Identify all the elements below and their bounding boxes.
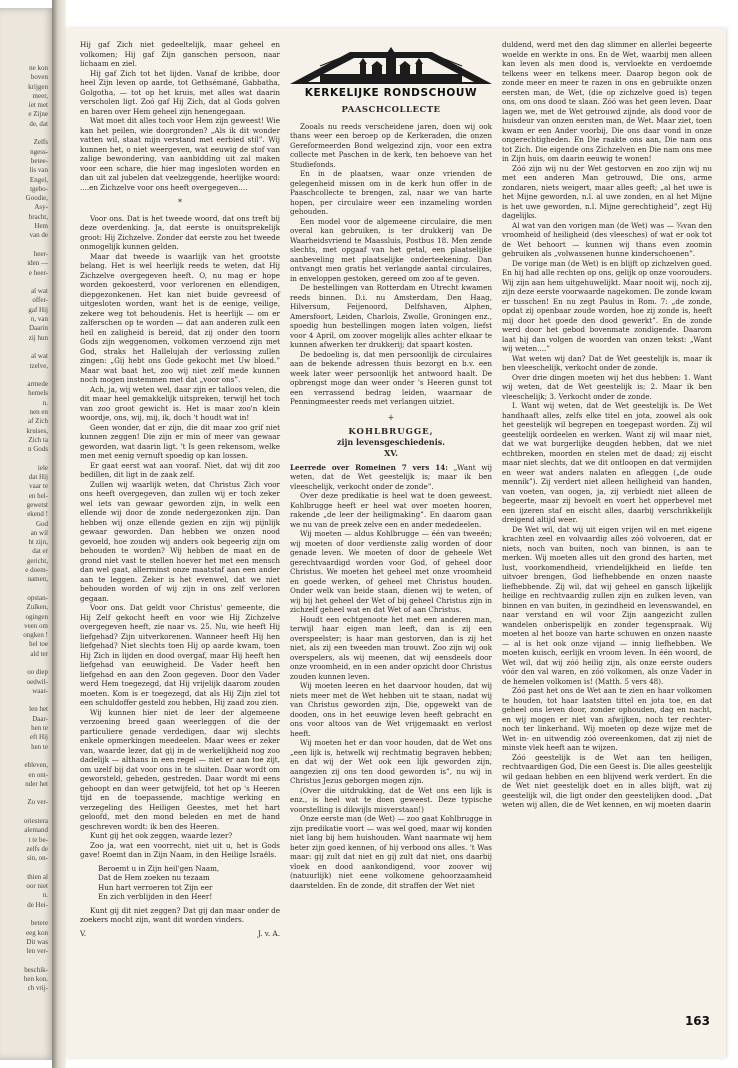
previous-page-line: de Hei- bbox=[27, 900, 48, 909]
previous-page-line: e heer- bbox=[28, 268, 48, 277]
paragraph: Wij moeten — aldus Kohlbrugge — één van tweeën; wij moeten of door verdienste zalig worden of door genade leven. We moeten of door de geheele Wet gerechtvaardigd worden voor God, of geheel door Christus. We moeten het geheel met onze vroomheid en goede werken, of geheel met Christus houden. Onder welk van beide staan, dienen wij te weten, of wij bij het geheel der Wet of bij geheel Christus zijn in zichzelf geheel wat en dat Wet of aan Christus. bbox=[290, 529, 492, 614]
previous-page-line bbox=[4, 957, 48, 966]
previous-page-line: ch vrij- bbox=[27, 984, 48, 993]
previous-page-line: armede bbox=[27, 380, 48, 389]
previous-page-line: eeg kon bbox=[26, 928, 48, 937]
paragraph: Wij moeten het er dan voor houden, dat de Wet ons „een lijk is, hetwelk wij rechtmatig begraven hebben; en dat wij der Wet ook een lijk geworden zijn, aangezien zij ons ten dood geworden is”, nu wij in Christus Jezus geborgen mogen zijn. bbox=[290, 738, 492, 785]
previous-page-line: boven bbox=[30, 73, 48, 82]
section-banner-title: KERKELIJKE RONDSCHOUW bbox=[304, 86, 478, 99]
previous-page-line: ne kon bbox=[29, 64, 48, 72]
previous-page-line: al wat bbox=[31, 352, 48, 361]
previous-page-line: hel toe bbox=[29, 640, 48, 649]
previous-page-line bbox=[4, 910, 48, 919]
previous-page-line: iden — bbox=[27, 259, 48, 268]
section-banner bbox=[290, 44, 492, 100]
previous-page-line: Zich ta bbox=[28, 435, 48, 444]
previous-page-line: offer- bbox=[32, 296, 48, 305]
previous-page-line: Zo ver- bbox=[27, 798, 48, 807]
previous-page-line bbox=[4, 864, 48, 873]
previous-page-strip bbox=[0, 8, 56, 1060]
previous-page-line: iele bbox=[37, 463, 48, 472]
church-banner-graphic bbox=[290, 44, 492, 88]
previous-page-line: hen kon. bbox=[23, 975, 48, 984]
column-middle bbox=[290, 44, 492, 890]
previous-page-line: nder het bbox=[25, 779, 48, 788]
previous-page-line: an wil bbox=[30, 528, 48, 537]
previous-page-line: Zelfs bbox=[33, 138, 48, 147]
previous-page-line: Hem bbox=[34, 222, 48, 231]
previous-page-line: ald ter bbox=[30, 649, 48, 658]
previous-page-line: e doem- bbox=[25, 566, 48, 575]
previous-page-line: alemand bbox=[24, 826, 48, 835]
previous-page-line: opstan- bbox=[27, 593, 48, 602]
previous-page-line: ekend ! bbox=[27, 510, 48, 519]
paragraph: Ach, ja, wij weten wel, daar zijn er talloos velen, die dit maar heel gemakkelijk uitspreken, terwijl het toch van zoo groot gewicht is. Het is maar zoo'n klein woordje, ons, wij, mij, ik, doch 't houdt wat in! bbox=[80, 384, 280, 422]
previous-page-line: zelfs de bbox=[26, 844, 48, 853]
section-title: PAASCHCOLLECTE bbox=[341, 105, 441, 115]
previous-page-line: n. bbox=[42, 398, 48, 407]
paragraph: Voor ons. Dat geldt voor Christus' gemeente, die Hij Zelf gekocht heeft en voor wie Hij Zichzelve overgegeven heeft, zie naar vs. 25. Nu, wie heeft Hij liefgehad? Zijn uitverkorenen. Wanneer heeft Hij hen liefgehad? Niet slechts toen Hij op aarde kwam, toen Hij Zich in lijden en dood overgaf, maar Hij heeft hen liefgehad van eeuwigheid. De Vader heeft hen liefgehad en aan den Zoon gegeven. Door den Vader werd Hem toegezegd, dat Hij vrijelijk daarom zouden moeten. Kom is er toegezegd, dat als Hij Zijn ziel tot een schuldoffer gesteld zou hebben, Hij zaad zou zien. bbox=[80, 603, 280, 707]
lead-text: „Want wij weten, dat de Wet geestelijk is; maar ik ben vleeschelijk, verkocht onder de zonde”. bbox=[290, 462, 492, 491]
previous-page-line: bracht, bbox=[28, 212, 48, 221]
book-spine bbox=[52, 0, 66, 1068]
previous-page-line bbox=[4, 343, 48, 352]
paragraph: De bedoeling is, dat men persoonlijk de circulaires aan de bekende adressen thuis bezorgt en b.v. een week later weer persoonlijk het antwoord haalt. De opbrengst moge dan weer onder 's Heeren gunst tot een verrassend bedrag leiden, waarnaar de Penningmeester reeds met verlangen uitziet. bbox=[290, 349, 492, 406]
previous-page-line: af Zich bbox=[27, 417, 48, 426]
paragraph: Al wat van den vorigen man (de Wet) was — ¾van den vroomheid of heiligheid (des vleesches) of wat er ook tot de Wet behoort — kunnen wij thans even zoomin gebruiken als „volwassenen hunne kinderschoenen”. bbox=[502, 220, 712, 258]
separator-asterisk: * bbox=[178, 198, 182, 207]
column-right bbox=[502, 40, 712, 810]
previous-page-line: e Zijne bbox=[28, 110, 48, 119]
lead-paragraph bbox=[290, 463, 492, 492]
paragraph: Wat weten wij dan? Dat de Wet geestelijk is, maar ik ben vleeschelijk, verkocht onder de zonde. bbox=[502, 353, 712, 372]
paragraph: Onze eerste man (de Wet) — zoo gaat Kohlbrugge in zijn predikatie voort — was wel goed, maar wij konden niet lang bij hem huishouden. Want naarmate wij hem beter zijn goed kennen, of hij verbood ons alles. 't Was maar: gij zult dat niet en gij zult dat niet, ons daarbij vloek en dood aankondigend, voor zoover wij (natuurlijk) niet eene volkomene gehoorzaamheid daarstelden. En de zonde, dit straffen der Wet niet bbox=[290, 814, 492, 890]
paragraph: Zullen wij waarlijk weten, dat Christus Zich voor ons heeft overgegeven, dan zullen wij er toch zeker wel iets van gewaar geworden zijn, in welk een ellende wij door de zonde nedergezonken zijn. Dan hebben wij onze ellende gezien en zijn wij pijnlijk gewaar geworden. Dan hebben we onzen nood gevoeld, hoe zouden wij anders ook begeerig zijn om behouden te worden? Wij hebben de maat en de grond niet vast te stellen hoever het met een mensch dan wel gaat, allerminst onze maatstaf aan een ander aan te leggen. Zeker is het evenwel, dat we niet behouden worden of wij zijn in ons zelf verloren gegaan. bbox=[80, 479, 280, 603]
previous-page-line: en ont- bbox=[28, 770, 48, 779]
previous-page-line: beschik- bbox=[24, 965, 48, 974]
previous-page-line bbox=[4, 752, 48, 761]
previous-page-line: waar- bbox=[32, 686, 48, 695]
paragraph: De vorige man (de Wet) is en blijft op zichzelven goed. En hij had alle rechten op ons, gelijk op onze voorouders. Wij zijn aan hem uitgehuwelijkt. Maar nooit wij, noch zij, zijn deze eerste voorwaarde nagekomen. De zonde kwam er tusschen! En nu zegt Paulus in Rom. 7: „de zonde, opdat zij openbaar zoude worden, hoe zij zonde is, heeft mij door het goede den dood gewerkt”. En de zonde werd door het gebod bovenmate zondigende. Daarom laat hij dan volgen de woorden van onzen tekst: „Want wij weten....” bbox=[502, 258, 712, 353]
previous-page-line: dat er bbox=[32, 547, 48, 556]
paragraph: Er gaat eerst wat aan vooraf. Niet, dat wij dit zoo bedillen, dit ligt in de zaak zelf. bbox=[80, 460, 280, 479]
previous-page-line bbox=[4, 454, 48, 463]
paragraph: Kunt gij het ook zeggen, waarde lezer? bbox=[90, 831, 233, 840]
previous-page-line: vaar te bbox=[29, 482, 48, 491]
previous-page-line: ebleven, bbox=[24, 761, 48, 770]
previous-page-line: namen, bbox=[27, 575, 48, 584]
previous-page-text bbox=[4, 64, 48, 994]
previous-page-line bbox=[4, 585, 48, 594]
previous-page-line bbox=[4, 659, 48, 668]
paragraph: Kunt gij dit niet zeggen? Dat gij dan maar onder de zoekers mocht zijn, want dit worden vinders. bbox=[80, 905, 280, 924]
previous-page-line: tgebo- bbox=[30, 184, 48, 193]
previous-page-line: betee- bbox=[30, 156, 48, 165]
previous-page-line: Dit was bbox=[26, 937, 48, 946]
previous-page-line: dat Hij bbox=[28, 473, 48, 482]
previous-page-line: hen te bbox=[31, 742, 48, 751]
page-number: 163 bbox=[684, 1014, 710, 1028]
article-title: KOHLBRUGGE, bbox=[348, 427, 434, 437]
previous-page-line bbox=[4, 808, 48, 817]
paragraph: Hij gaf Zich niet gedeeltelijk, maar geheel en volkomen; Hij gaf Zijn ganschen persoon, naar lichaam en ziel. bbox=[80, 40, 280, 68]
previous-page-line: n, van bbox=[30, 315, 48, 324]
previous-page-line: heer- bbox=[33, 249, 48, 258]
previous-page-line: de, dat bbox=[29, 119, 48, 128]
previous-page-line: zij hun bbox=[28, 333, 48, 342]
previous-page-line bbox=[4, 241, 48, 250]
previous-page-line: Goodie, bbox=[25, 194, 48, 203]
paragraph: Wij moeten leeren en het daarvoor houden, dat wij niets meer met de Wet hebben uit te staan, nadat wij van Christus geworden zijn, Die, opgewekt van de dooden, ons in het eeuwige leven heeft gebracht en ons voor altoos van de Wet vrijgemaakt en verlost heeft. bbox=[290, 681, 492, 738]
article-number: XV. bbox=[384, 448, 398, 458]
paragraph: Zóó zijn wij nu der Wet gestorven en zoo zijn wij nu met een anderen Man getrouwd, Die ons, arme zondaren, niets weigert, maar alles geeft; „al het uwe is het Mijne geworden, n.l. al uwe zonden, en al het Mijne is het uwe geworden, n.l. Mijne gerechtigheid”, zegt Hij dagelijks. bbox=[502, 163, 712, 220]
previous-page-line: sin, on- bbox=[27, 854, 48, 863]
paragraph: (Over die uitdrukking, dat de Wet ons een lijk is enz., is heel wat te doen geweest. Deze typische voorstelling is dikwijls misverstaan!) bbox=[290, 785, 492, 814]
paragraph: De Wet wil, dat wij uit eigen vrijen wil en met eigene krachten zeel en volvaardig alles zóó volvoeren, dat er niets, noch van buiten, noch van binnen, is aan te merken. Wij moeten alles uit den grond des harten, met lust, voorkomendheid, vriendelijkheid en liefde ten uitvoer brengen, God liefhebbende en onzen naaste liefhebbende. Zij wil, dat wij geheel en gansch lijkelijk heilige en rechtvaardig zullen zijn en zulken leven, van binnen en van buiten, in gezindheid en levenswandel, en naar verstand en wil voor Zijn aangezicht zullen wandelen onberispelijk en zonder tegenspraak. Wij moeten al het booze van harte schuwen en onzen naaste — al is het ook onze vijand — innig liefhebben. We moeten kuisch, eerlijk en vroom leven. In één woord, de Wet wil, dat wij zóó heilig zijn, als onze eerste ouders vóór den val waren, en zóó volkomen, als onze Vader in de hemelen volkomen is! (Matth. 5 vers 48). bbox=[502, 524, 712, 686]
signature-line bbox=[80, 929, 280, 939]
poem-line: Hun hart verroeren tot Zijn eer bbox=[98, 882, 213, 892]
previous-page-line bbox=[4, 371, 48, 380]
previous-page-line: ogingen bbox=[25, 612, 48, 621]
previous-page-line: kruises, bbox=[26, 426, 48, 435]
previous-page-line: Engel, bbox=[29, 175, 48, 184]
previous-page-line bbox=[4, 129, 48, 138]
paragraph: I. Want wij weten, dat de Wet geestelijk is. De Wet handhaaft alles, zelfs elke titel en jota, zoowel als ook het geestelijk wil begrepen en toegepast worden. Zij wil geestelijk oordeelen en werken. Want zij wil maar niet, dat we wat burgerlijke deugden hebben, dat we niet echtbreken, moorden en stelen met de daad; zij eischt maar niet slechts, dat we dit ontloopen en dat vermijden en weer wat anders nalaten en afleggen („de oude mennik”). Zij verdert niet alleen heiligheid van handen, van voeten, van oogen, ja, zij verbiedt niet alleen de begeerte, maar zij bevoelt en voert het opperbevel met een ijzeren staf en eischt alles, daarbij verschrikkelijk dreigend altijd weer. bbox=[502, 401, 712, 524]
previous-page-line: veen om bbox=[24, 621, 48, 630]
poem-line: Beroemt u in Zijn heil'gen Naam, bbox=[98, 863, 220, 873]
previous-page-line: en hel- bbox=[28, 491, 48, 500]
poem-line: En zich verblijden in den Heer! bbox=[98, 892, 213, 901]
previous-page-line: n. bbox=[42, 891, 48, 900]
previous-page-line: oo diep bbox=[27, 668, 48, 677]
previous-page-line: meer, bbox=[32, 91, 48, 100]
previous-page-line: nen en bbox=[29, 407, 48, 416]
paragraph: De bestellingen van Rotterdam en Utrecht kwamen reeds binnen. D.i. nu Amsterdam, Den Haag, Hilversum, Feijenoord, Delfshaven, Alphen, Amersfoort, Leiden, Charlois, Zwolle, Groningen enz., spoedig hun bestellingen mogen laten volgen, liefst voor 4 April, om zoover mogelijk alles achter elkaar te kunnen afwerken ter drukkerij; dat spaart kosten. bbox=[290, 283, 492, 349]
previous-page-line: tzelve, bbox=[29, 361, 48, 370]
poem-line: Dat de Hem zoeken nu tezaam bbox=[98, 873, 210, 882]
previous-page-line: len het bbox=[29, 705, 48, 714]
poem-stanza bbox=[98, 864, 280, 902]
page bbox=[66, 28, 726, 1058]
paragraph: Houdt een echtgenoote het met een anderen man, terwijl haar eigen man leeft, dan is zij een overspeelster; is haar man gestorven, dan is zij het niet, als zij een tweeden man trouwt. Zoo zijn wij ook overspelers, als wij meenen, dat wij eensdeels door onze vroomheid, en in een ander opzicht door Christus zouden kunnen leven. bbox=[290, 614, 492, 681]
paragraph: Over drie dingen moeten wij het dus hebben: 1. Want wij weten, dat de Wet geestelijk is; 2. Maar ik ben vleeschelijk; 3. Verkocht onder de zonde. bbox=[502, 372, 712, 401]
previous-page-line: t te be- bbox=[28, 835, 48, 844]
paragraph: Wat moet dit alles toch voor Hem zijn geweest! Wie kan het peilen, wie doorgronden? „Als ik dit wonder vatten wil, staat mijn verstand met eerbied stil”. Wij kunnen het, o niet weergeven, wat eeuwig de stof van zalige bewondering, van aanbidding uit zal maken voor een schare, die hier mag ingesloten worden en dan uit zal jubelen dat veelzeggende, heerlijke woord: ....en Zichzelve voor ons heeft overgegeven.... bbox=[80, 116, 280, 192]
paragraph: Zóó geestelijk is de Wet aan ten heiligen, rechtvaardigen God, Die een Geest is. Die alles geestelijk wil gedaan hebben en een blijvend werk verdert. En die de Wet niet geestelijk doet en in alles blijft, wat zij geestelijk wil, die ligt onder den geestelijken dood. „Dat weten wij allen, die de Wet kennen, en wij moeten daarin bbox=[502, 752, 712, 809]
previous-page-line bbox=[4, 789, 48, 798]
previous-page-line: oor niet bbox=[26, 882, 48, 891]
paragraph: duldend, werd met den dag slimmer en allerlei begeerte woelde en werkte in ons. En de Wet, waarbij men alleen kan leven als men dood is, vervloekte en verdoemde telkens weer en telkens meer. Daarop begon ook de zonde meer en meer te razen in ons en gebruikte onzen eersten man, de Wet, (die op zichzelve goed is) tegen ons, om ons dood te slaan. Zóó was het geen leven. Daar lagen we, met de Wet getrouwd zijnde, als dood voor de huisdeur van onzen eersten man, de Wet. Maar ziet, toen kwam er een Ander voorbij, Die ons daar vond in onze ongerechtigheden. En Die raakte ons aan, Die nam ons tot Zich. Die eigende ons Zichzelven en Die nam ons mee in Zijn huis, om daarin eeuwig te wonen! bbox=[502, 40, 712, 163]
paragraph: En in de plaatsen, waar onze vrienden de gelegenheid missen om in de kerk hun offer in de Paaschcollecte te brengen, zal, naar we van harte hopen, per circulaire weer een inzameling worden gehouden. bbox=[290, 169, 492, 216]
previous-page-line: Zulken, bbox=[26, 603, 48, 612]
signature-left: V. bbox=[80, 928, 87, 938]
article-subtitle: zijn levensgeschiedenis. bbox=[336, 436, 446, 447]
previous-page-line: ngess- bbox=[30, 147, 48, 156]
paragraph: Hij gaf Zich tot het lijden. Vanaf de kribbe, door heel Zijn leven op aarde, tot Gethsémané, Gabbatha, Golgotha, — tot op het kruis, met alles wat daarin verscholen ligt. Zoó gaf Hij Zich, dat al Gods golven en baren over Hem geheel zijn henengegaan. bbox=[80, 68, 280, 116]
previous-page-line: lis van bbox=[29, 166, 48, 175]
previous-page-line: eft Hij bbox=[29, 733, 48, 742]
previous-page-line bbox=[4, 696, 48, 705]
paragraph: Maar dat tweede is waarlijk van het grootste belang. Het is wel heerlijk reeds te weten, dat Hij Zichzelve overgegeven heeft. O, nu mag er hope worden gekoesterd, voor verlorenen en ellendigen, diepgezonkenen. Het kan niet buide gevreesd of uitgesloten worden, want het is de eenige, veilige, zekere weg tot behoudenis. Het is heerlijk — om er zalferschen op te worden — dat aan anderen zulk een heil en zaligheid is bereid, dat zij onder den toorn Gods zijn weggenomen, volkomen verzoend zijn met God, straks het Hallelujah der verlossing zullen zingen: „Gij hebt ons Gode gekocht met Uw bloed.” Maar wat baat het, zoo wij niet zelf mede kunnen noch mogen instemmen met dat „voor ons”. bbox=[80, 251, 280, 384]
previous-page-line: hemels bbox=[28, 389, 48, 398]
previous-page-line: Asy- bbox=[34, 203, 48, 212]
previous-page-line: God bbox=[35, 519, 48, 528]
previous-page-line: hen te bbox=[31, 724, 48, 733]
previous-page-line: ongken ! bbox=[23, 631, 48, 640]
previous-page-line: gericht, bbox=[26, 556, 48, 565]
previous-page-line: al wat bbox=[31, 287, 48, 296]
paragraph: Een model voor de algemeene circulaire, die men overal kan gebruiken, is ter drukkerij van De Waarheidsvriend te Maassluis, Postbus 18. Men zende slechts, met opgaaf van het getal, een plaatselijke aanbeveling met plaatselijke onderteekening. Dan ontvangt men gratis het verlangde aantal circulaires, in enveloppen gestoken, gereed om zoo af te geven. bbox=[290, 216, 492, 283]
previous-page-line: gewetst bbox=[26, 500, 48, 509]
paragraph: Zoo ja, wat een voorrecht, niet uit u, het is Gods gave! Roemt dan in Zijn Naam, in den Heilige Israëls. bbox=[80, 840, 280, 859]
paragraph: Geen wonder, dat er zijn, die dit maar zoo grif niet kunnen zeggen! Die zijn er min of meer van gewaar geworden, wat daarin ligt. 't Is geen rekensom, welke men met eenig vernuft spoedig op kan lossen. bbox=[80, 422, 280, 460]
separator-cross: + bbox=[387, 412, 395, 422]
previous-page-line: krijgen bbox=[28, 82, 48, 91]
previous-page-line bbox=[4, 278, 48, 287]
previous-page-line: betere bbox=[30, 919, 48, 928]
paragraph: Zóó past het ons de Wet aan te zien en haar volkomen te houden, tot haar laatsten tittel en jota toe, en dat geheel ons leven door, zonder ophouden, dag en nacht, en wij mogen er niet van afwijken, noch ter rechter- noch ter linkerhand. Wij moeten op deze wijze met de Wet in- en uitwendig zóó overeenkomen, dat zij niet de minste vlek heeft aan te wijzen. bbox=[502, 686, 712, 752]
paragraph: Zooals nu reeds verscheidene jaren, doen wij ook thans weer een beroep op de Kerkeraden, die onzen Gereformeerden Bond welgezind zijn, voor een extra collecte met Paschen in de kerk, ten behoeve van het Studiefonds. bbox=[290, 121, 492, 169]
paragraph: Voor ons. Dat is het tweede woord, dat ons treft bij deze overdenking. Ja, dat eerste is onuitsprekelijk groot: Hij Zichzelve. Zonder dat eerste zou het tweede onmogelijk kunnen gelden. bbox=[80, 213, 280, 251]
previous-page-line: iet met bbox=[28, 101, 48, 110]
previous-page-line: oedwil- bbox=[26, 677, 48, 686]
previous-page-line: ht zijn, bbox=[28, 538, 48, 547]
previous-page-line: gaf Hij bbox=[28, 305, 48, 314]
previous-page-line: van de bbox=[29, 231, 48, 240]
previous-page-line: Daarin bbox=[28, 324, 48, 333]
previous-page-line: n Gods bbox=[27, 445, 48, 454]
signature-right: J. v. A. bbox=[257, 928, 280, 938]
previous-page-line: len ver- bbox=[26, 947, 48, 956]
lead-label: Leerrede over Romeinen 7 vers 14: bbox=[290, 462, 448, 472]
column-left bbox=[80, 40, 280, 938]
previous-page-line: Daar- bbox=[32, 714, 48, 723]
paragraph: Wij kunnen hier niet de leer der algemeene verzoening breed gaan weerleggen of die der particuliere genade verdedigen, daar wij slechts enkele opmerkingen meedeelen. Maar wees er zeker van, waarde lezer, dat gij in de werkelijkheid nog zoo dadelijk — althans in een regel — niet er aan toe zijt, om uzelf bij dat voor ons in te sluiten. Daar wordt om geworsteld, gebeden, gestreden. Daar wordt mi eens gehoopt en dan weer getwijfeld, tot het op 's Heeren tijd en de toepassende, machtige werking en verzegeling des Heiligen Geestes, met het hart geloofd, met den mond beleden en met de hand geschreven wordt: ik ben des Heeren. bbox=[80, 707, 280, 831]
paragraph: Over deze predikatie is heel wat te doen geweest. Kohlbrugge heeft er heel wat over moeten hooren, rakende „de leer der heiligmaking”. En daarom gaan we nu van de preek zelve een en ander mededeelen. bbox=[290, 491, 492, 529]
previous-page-line: thien al bbox=[27, 872, 48, 881]
previous-page-line: oriestera bbox=[23, 817, 48, 826]
